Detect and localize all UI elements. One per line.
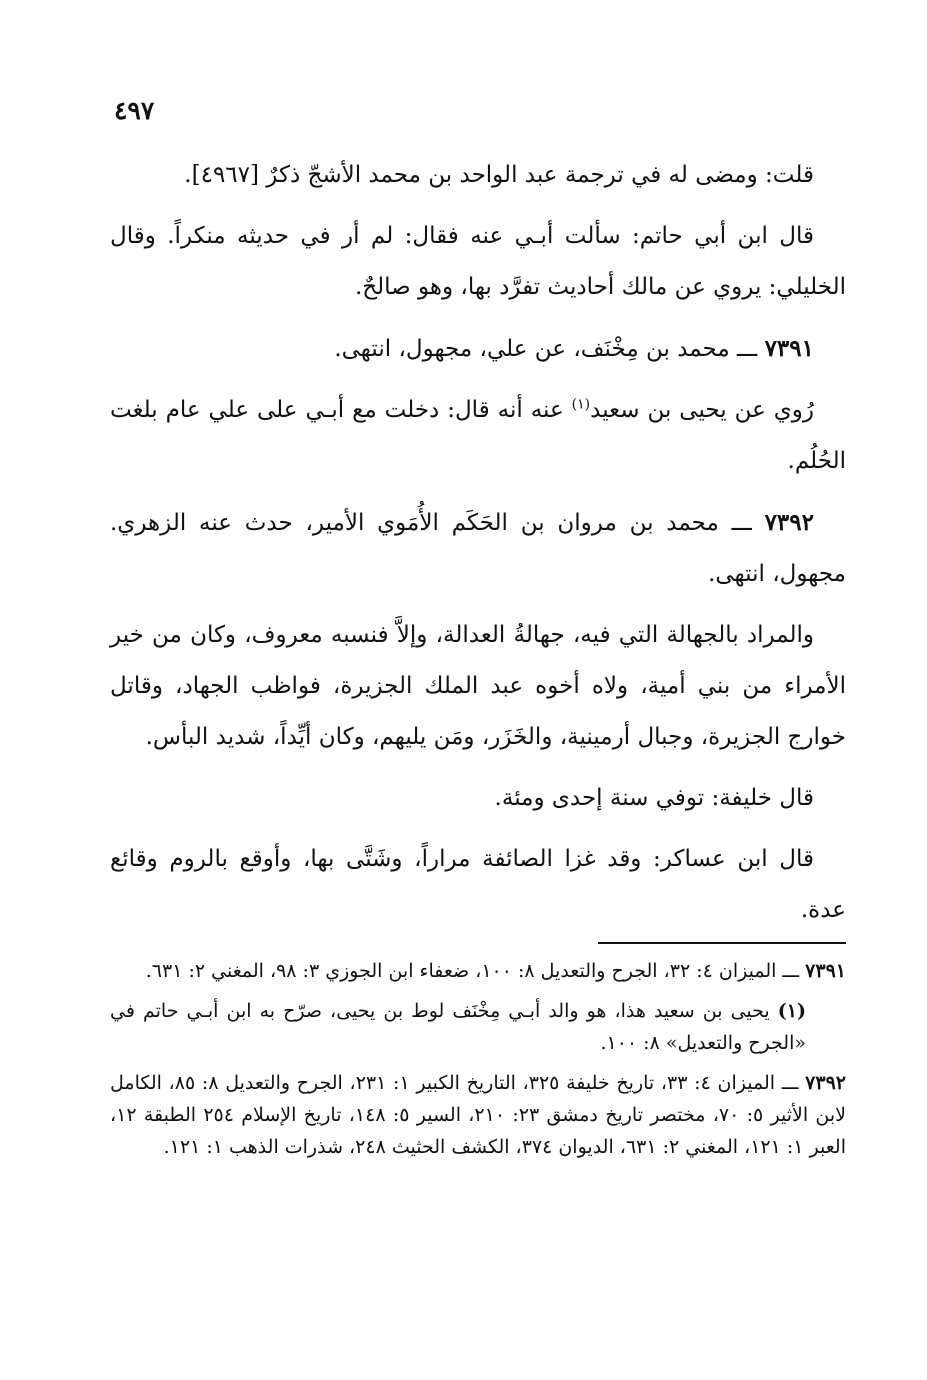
footnote-label: ٧٣٩١	[805, 960, 846, 982]
main-text	[110, 150, 846, 946]
paragraph-text: رُوي عن يحيى بن سعيد	[590, 397, 815, 423]
paragraph-ibn-asakir: قال ابن عساكر: وقد غزا الصائفة مراراً، وشَتَّى بها، وأوقع بالروم وقائع عدة.	[110, 846, 846, 923]
footnote-text: ـــ الميزان ٤: ٣٣، تاريخ خليفة ٣٢٥، التاريخ الكبير ١: ٢٣١، الجرح والتعديل ٨: ٨٥، الكامل لابن الأثير ٥: ٧٠، مختصر تاريخ دمشق ٢٣: ٢١٠، السير ٥: ١٤٨، تاريخ الإسلام ٢٥٤ الطبقة ١٢، العبر ١: ١٢١، المغني ٢: ٦٣١، الديوان ٣٧٤، الكشف الحثيث ٢٤٨، شذرات الذهب ١: ١٢١.	[110, 1072, 846, 1158]
entry-text: ـــ محمد بن مروان بن الحَكَم الأُمَوي الأمير، حدث عنه الزهري. مجهول، انتهى.	[110, 510, 846, 587]
entry-number: ٧٣٩٢	[764, 509, 814, 536]
paragraph-note: قلت: ومضى له في ترجمة عبد الواحد بن محمد الأشجّ ذكرٌ [٤٩٦٧].	[184, 162, 814, 188]
footnote-7392	[110, 1067, 846, 1163]
page-number: ٤٩٧	[114, 96, 155, 125]
footnotes	[110, 955, 846, 1171]
entry-number: ٧٣٩١	[764, 335, 814, 362]
footnote-marker[interactable]: (١)	[571, 396, 591, 413]
footnote-label: (١)	[777, 1000, 806, 1022]
paragraph-commentary: والمراد بالجهالة التي فيه، جهالةُ العدالة، وإلاَّ فنسبه معروف، وكان من خير الأمراء من بني أمية، ولاه أخوه عبد الملك الجزيرة، فواظب الجهاد، وقاتل خوارج الجزيرة، وجبال أرمينية، والخَزَر، ومَن يليهم، وكان أيِّداً، شديد البأس.	[110, 622, 846, 750]
entry-7391	[110, 323, 846, 375]
paragraph-yahya	[110, 385, 846, 487]
footnote-separator	[598, 942, 846, 944]
footnote-label: ٧٣٩٢	[805, 1072, 846, 1094]
entry-text: ـــ محمد بن مِخْنَف، عن علي، مجهول، انتهى.	[334, 336, 758, 362]
entry-7392	[110, 497, 846, 600]
footnote-text: ـــ الميزان ٤: ٣٢، الجرح والتعديل ٨: ١٠٠، ضعفاء ابن الجوزي ٣: ٩٨، المغني ٢: ٦٣١.	[145, 960, 800, 982]
paragraph-text: عنه أنه قال: دخلت مع أبـي على علي عام بلغت الحُلُم.	[110, 397, 846, 474]
footnote-7391	[110, 955, 846, 987]
footnote-1	[110, 995, 846, 1059]
paragraph-ibn-abi-hatim: قال ابن أبي حاتم: سألت أبـي عنه فقال: لم أر في حديثه منكراً. وقال الخليلي: يروي عن مالك أحاديث تفرَّد بها، وهو صالحٌ.	[110, 223, 846, 300]
paragraph-khalifa: قال خليفة: توفي سنة إحدى ومئة.	[494, 785, 814, 811]
footnote-text: يحيى بن سعيد هذا، هو والد أبـي مِخْنَف لوط بن يحيى، صرّح به ابن أبـي حاتم في «الجرح والتعديل» ٨: ١٠٠.	[110, 1000, 806, 1054]
